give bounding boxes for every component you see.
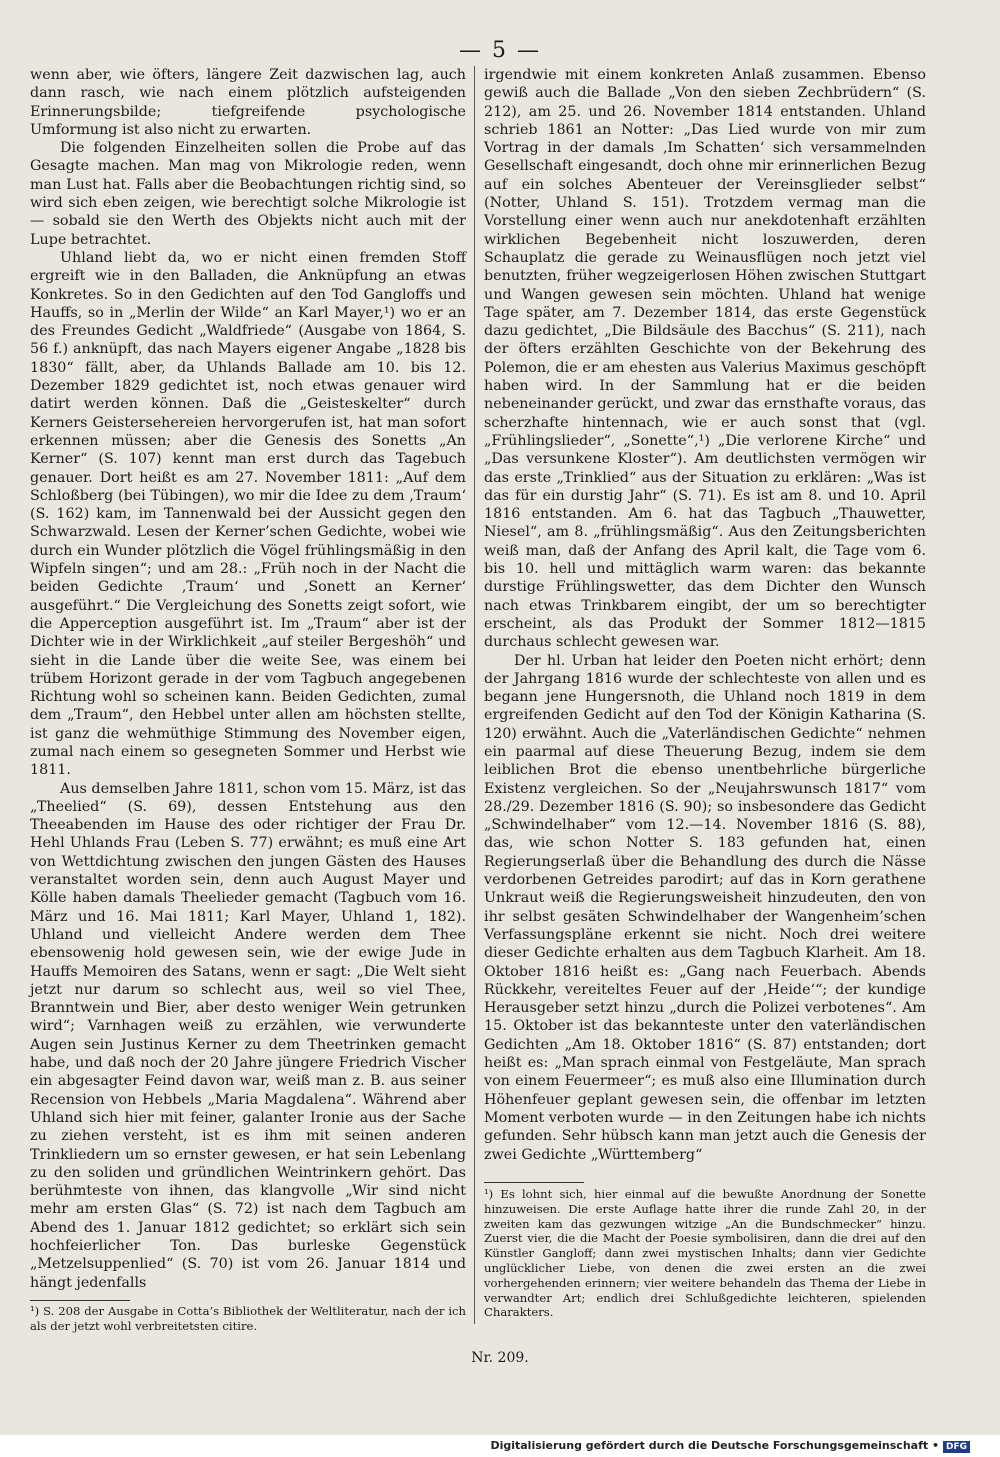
- footer-text: Digitalisierung gefördert durch die Deutsche Forschungsgemeinschaft •: [490, 1439, 939, 1452]
- footnote-rule: [484, 1182, 584, 1183]
- footnote-left: ¹) S. 208 der Ausgabe in Cotta’s Bibliothek der Weltliteratur, nach der ich als der jetzt wohl verbreitetsten citire.: [30, 1304, 466, 1333]
- paragraph: wenn aber, wie öfters, längere Zeit dazwischen lag, auch dann rasch, wie nach einem plötzlich aufsteigenden Erinnerungsbilde; tiefgreifende psychologische Umformung ist also nicht zu erwarten.: [30, 67, 466, 138]
- dfg-logo-icon: DFG: [943, 1441, 970, 1453]
- footnote-rule: [30, 1300, 130, 1301]
- footer-credit: [490, 1439, 970, 1453]
- page-number: Nr. 209.: [471, 1350, 529, 1366]
- paragraph: Uhland liebt da, wo er nicht einen fremden Stoff ergreift wie in den Balladen, die Anknüpfung an etwas Konkretes. So in den Gedichten auf den Tod Gangloffs und Hauffs, so in „Merlin der Wilde“ an Karl Mayer,¹) wo er an des Freundes Gedicht „Waldfriede“ (Ausgabe von 1864, S. 56 f.) anknüpft, das nach Mayers eigener Angabe „1828 bis 1830“ fällt, aber, da Uhlands Ballade am 10. bis 12. Dezember 1829 gedichtet ist, noch etwas genauer wird datirt werden können. Daß die „Geisteskelter“ durch Kerners Geistersehereien hervorgerufen ist, hat man sofort erkennen müssen; aber die Genesis des Sonetts „An Kerner“ (S. 107) kennt man erst durch das Tagebuch genauer. Dort heißt es am 27. November 1811: „Auf dem Schloßberg (bei Tübingen), wo mir die Idee zu dem ‚Traum‘ (S. 162) kam, im Tannenwald bei der Aussicht gegen den Schwarzwald. Lesen der Kerner’schen Gedichte, wobei wie durch ein Wunder plötzlich die Vögel frühlingsmäßig in den Wipfeln singen“; und am 28.: „Früh noch in der Nacht die beiden Gedichte ‚Traum‘ und ‚Sonett an Kerner‘ ausgeführt.“ Die Vergleichung des Sonetts zeigt sofort, wie die Apperception ausgeführt ist. Im „Traum“ aber ist der Dichter wie in der Wirklichkeit „auf steiler Bergeshöh“ und sieht in die Lande über die weite See, was einem bei trübem Horizont gerade in der vom Tagbuch angegebenen Richtung wohl so scheinen kann. Beiden Gedichten, zumal dem „Traum“, den Hebbel unter allen am höchsten stellte, ist ganz die wehmüthige Stimmung des November eigen, zumal nach einem so gesegneten Sommer und Herbst wie 1811.: [30, 249, 466, 779]
- footnote-right: ¹) Es lohnt sich, hier einmal auf die bewußte Anordnung der Sonette hinzuweisen. Die erste Auflage hatte ihrer die runde Zahl 20, in der zweiten kam das gezwungen witzige „An die Bundschmecker“ hinzu. Zuerst vier, die die Macht der Poesie symbolisiren, dann die drei auf den Künstler Gangloff; dann zwei mystischen Inhalts; dann vier Gedichte unglücklicher Liebe, von denen die zwei ersten an die zwei vorhergehenden erinnern; vier weitere behandeln das Thema der Liebe in verwandter Art; endlich drei Schlußgedichte leichteren, spielenden Charakters.: [484, 1187, 926, 1320]
- paragraph: Der hl. Urban hat leider den Poeten nicht erhört; denn der Jahrgang 1816 wurde der schlechteste von allen und es begann jene Hungersnoth, die Uhland noch 1819 in dem ergreifenden Gedicht auf den Tod der Königin Katharina (S. 120) erwähnt. Auch die „Vaterländischen Gedichte“ nehmen ein paarmal auf diese Theuerung Bezug, indem sie dem leiblichen Brot die ebenso unentbehrliche bürgerliche Existenz vergleichen. So der „Neujahrswunsch 1817“ vom 28./29. Dezember 1816 (S. 90); so insbesondere das Gedicht „Schwindelhaber“ vom 12.—14. November 1816 (S. 88), das, wie schon Notter S. 183 gefunden hat, einen Regierungserlaß über die Behandlung des durch die Nässe verdorbenen Getreides parodirt; auf das in Korn gerathene Unkraut weiß die Regierungsweisheit hinzudeuten, den von ihr selbst gesäten Schwindelhaber der Wangenheim’schen Verfassungspläne erkennt sie nicht. Noch drei weitere dieser Gedichte erhalten aus dem Tagbuch Klarheit. Am 18. Oktober 1816 heißt es: „Gang nach Feuerbach. Abends Rückkehr, vereiteltes Feuer auf der ‚Heide‘“; der kundige Herausgeber setzt hinzu „durch die Polizei verbotenes“. Am 15. Oktober ist das bekannteste unter den vaterländischen Gedichten „Am 18. Oktober 1816“ (S. 87) entstanden; dort heißt es: „Man sprach einmal von Festgeläute, Man sprach von einem Feuermeer“; es muß also eine Illumination durch Höhenfeuer geplant gewesen sein, die offenbar im letzten Moment verboten wurde — in den Zeitungen habe ich nichts gefunden. Sehr hübsch kann man jetzt auch die Genesis der zwei Gedichte „Württemberg“: [484, 652, 926, 1163]
- page-header: — 5 —: [459, 38, 541, 63]
- left-column: [30, 66, 466, 1292]
- column-divider: [474, 66, 475, 1324]
- footer-bar: [0, 1435, 1000, 1457]
- paragraph: irgendwie mit einem konkreten Anlaß zusammen. Ebenso gewiß auch die Ballade „Von den sieben Zechbrüdern“ (S. 212), am 25. und 26. November 1814 entstanden. Uhland schrieb 1861 an Notter: „Das Lied wurde von mir zum Vortrag in der damals ‚Im Schatten‘ sich versammelnden Gesellschaft eingesandt, doch ohne mir erinnerlichen Bezug auf ein solches Abenteuer der Vereinsglieder selbst“ (Notter, Uhland S. 151). Trotzdem vermag man die Vorstellung einer wenn auch nur anekdotenhaft erzählten wirklichen Begebenheit nicht loszuwerden, deren Schauplatz die gerade zu Weinausflügen noch jetzt viel benutzten, früher wegzeigerlosen Höhen zwischen Stuttgart und Wangen gewesen sein möchten. Uhland hat wenige Tage später, am 7. Dezember 1814, das erste Gegenstück dazu gedichtet, „Die Bildsäule des Bacchus“ (S. 211), nach der öfters erzählten Geschichte von der Bekehrung des Polemon, die er am ehesten aus Valerius Maximus geschöpft haben wird. In der Sammlung hat er die beiden nebeneinander gerückt, und zwar das ernsthafte voraus, das scherzhafte hintennach, wie er auch sonst that (vgl. „Frühlingslieder“, „Sonette“,¹) „Die verlorene Kirche“ und „Das versunkene Kloster“). Am deutlichsten vermögen wir das erste „Trinklied“ aus der Situation zu erklären: „Was ist das für ein durstig Jahr“ (S. 71). Es ist am 8. und 10. April 1816 entstanden. Am 6. hat das Tagbuch „Thauwetter, Niesel“, am 8. „frühlingsmäßig“. Aus den Zeitungsberichten weiß man, daß der Anfang des April kalt, die Tage vom 6. bis 10. hell und mittäglich warm waren: das bekannte durstige Frühlingswetter, das dem Dichter den Wunsch nach etwas Trinkbarem eingibt, der um so berechtigter erscheint, als das Produkt der Sommer 1812—1815 durchaus schlecht gewesen war.: [484, 67, 927, 651]
- paragraph: Die folgenden Einzelheiten sollen die Probe auf das Gesagte machen. Man mag von Mikrologie reden, wenn man Lust hat. Falls aber die Beobachtungen richtig sind, so wird sich eben zeigen, wie berechtigt solche Mikrologie ist — sobald sie den Werth des Objekts nicht auch mit der Lupe betrachtet.: [30, 140, 466, 248]
- paragraph: Aus demselben Jahre 1811, schon vom 15. März, ist das „Theelied“ (S. 69), dessen Entstehung aus den Theeabenden im Hause des oder richtiger der Frau Dr. Hehl Uhlands Frau (Leben S. 77) erwähnt; es muß eine Art von Wettdichtung zwischen den jungen Gästen des Hauses veranstaltet worden sein, denn auch August Mayer und Kölle haben damals Theelieder gemacht (Tagbuch vom 16. März und 16. Mai 1811; Karl Mayer, Uhland 1, 182). Uhland und vielleicht Andere werden dem Thee ebensowenig hold gewesen sein, wie der ewige Jude in Hauffs Memoiren des Satans, wenn er sagt: „Die Welt sieht jetzt nur darum so schlecht aus, weil so viel Thee, Branntwein und Bier, aber desto weniger Wein getrunken wird“; Varnhagen weiß zu erzählen, wie verwunderte Augen sein Justinus Kerner zu dem Theetrinken gemacht habe, und daß noch der 20 Jahre jüngere Friedrich Vischer ein abgesagter Feind davon war, weiß man z. B. aus seiner Recension von Hebbels „Maria Magdalena“. Während aber Uhland sich hier mit feiner, galanter Ironie aus der Sache zu ziehen versteht, ist es ihm mit seinen anderen Trinkliedern um so ernster gewesen, er hat sein Lebenlang zu den soliden und gründlichen Weintrinkern gehört. Das berühmteste von ihnen, das klangvolle „Wir sind nicht mehr am ersten Glas“ (S. 72) ist nach dem Tagbuch am Abend des 1. Januar 1812 gedichtet; so erklärt sich sein hochfeierlicher Ton. Das burleske Gegenstück „Metzelsuppenlied“ (S. 70) ist vom 26. Januar 1814 und hängt jedenfalls: [30, 780, 466, 1291]
- right-column: [484, 66, 926, 1164]
